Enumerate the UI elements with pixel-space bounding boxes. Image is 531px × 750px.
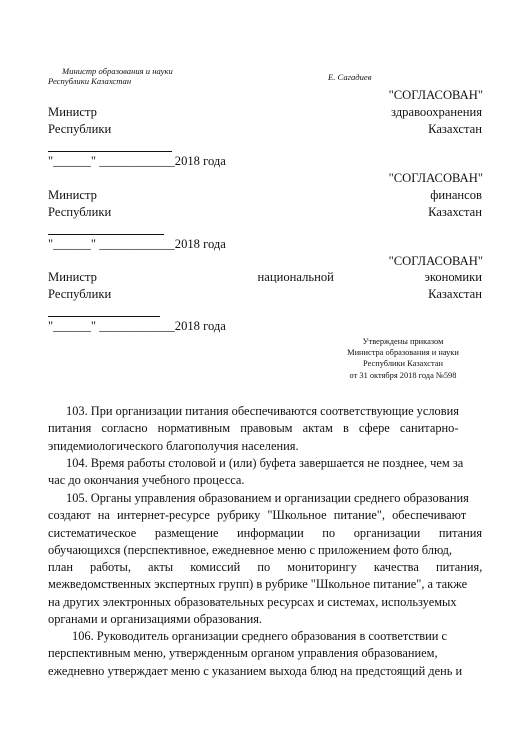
approval-3-ministry-word: национальной [257,270,334,284]
approval-3-country: Казахстан [428,287,482,301]
paragraph-106 [48,628,482,680]
approved-by-line: Утверждены приказом [362,337,444,346]
approval-2-signature-line [48,234,164,235]
approval-1-ministry: здравоохранения [391,105,482,119]
paragraph-103 [48,403,482,455]
minister-annotation-line2: Республики Казахстан [48,76,132,86]
approval-1-date: "______" ____________2018 года [48,154,226,168]
approval-2-ministry: финансов [430,188,482,202]
paragraph-line: обучающихся (перспективное, ежедневное меню с приложением фото блюд, [48,542,452,557]
approved-by-line: от 31 октября 2018 года №598 [349,370,457,380]
paragraph-line: 104. Время работы столовой и (или) буфета завершается не позднее, чем за [66,456,464,470]
approval-stamp-1: "СОГЛАСОВАН" [388,88,483,102]
approval-1-line1 [48,105,482,120]
minister-annotation-line1: Министр образования и науки [62,66,173,76]
paragraph-line: план работы, акты комиссий по мониторингу качества питания, [48,560,483,575]
approval-2-republic: Республики [48,205,112,219]
paragraph-line: органами и организациями образования. [48,612,263,627]
approval-3-republic: Республики [48,287,112,301]
paragraph-line: эпидемиологического благополучия населения. [48,438,299,453]
approval-1-signature-line [48,151,172,152]
approval-3-line1 [48,270,482,285]
approval-1-country: Казахстан [428,122,482,136]
paragraph-line: перспективным меню, утвержденным органом управления образованием, [48,646,438,661]
approval-1-line2 [48,122,482,137]
approval-2-minister: Министр [48,188,97,202]
approval-stamp-2: "СОГЛАСОВАН" [388,171,483,185]
approval-2-date: "______" ____________2018 года [48,237,226,251]
approval-stamp-3: "СОГЛАСОВАН" [388,254,483,268]
paragraph-line: питания согласно нормативным правовым актам в сфере санитарно- [48,421,459,436]
paragraph-line: на других электронных образовательных ресурсах и системах, используемых [48,594,457,609]
paragraph-line: час до окончания учебного процесса. [48,473,245,488]
approval-3-minister: Министр [48,270,97,284]
paragraph-line: 103. При организации питания обеспечиваются соответствующие условия [66,404,459,418]
approval-1-republic: Республики [48,122,112,136]
approval-1-minister: Министр [48,105,97,119]
paragraph-line: ежедневно утверждает меню с указанием выхода блюд на предстоящий день и [48,663,463,678]
approval-3-ministry: экономики [424,270,482,284]
paragraph-line: 105. Органы управления образованием и организации среднего образования [66,491,469,505]
approved-by-line: Министра образования и науки [347,348,459,358]
paragraph-104 [48,455,482,490]
approval-3-date: "______" ____________2018 года [48,319,226,333]
approved-by-line: Республики Казахстан [363,359,443,369]
approval-3-signature-line [48,316,160,317]
paragraph-line: систематическое размещение информации по организации питания [48,525,483,540]
approval-3-line2 [48,287,482,302]
approval-2-line1 [48,188,482,203]
approval-2-country: Казахстан [428,205,482,219]
paragraph-line: 106. Руководитель организации среднего образования в соответствии с [72,629,448,643]
approval-2-line2 [48,205,482,220]
paragraph-line: межведомственных экспертных групп) в рубрике "Школьное питание", а также [48,577,468,592]
paragraph-line: создают на интернет-ресурсе рубрику "Школьное питание", обеспечивают [48,508,467,523]
approved-by-block [330,336,476,381]
paragraph-105 [48,490,482,628]
signature-name: Е. Сагадиев [328,72,372,82]
